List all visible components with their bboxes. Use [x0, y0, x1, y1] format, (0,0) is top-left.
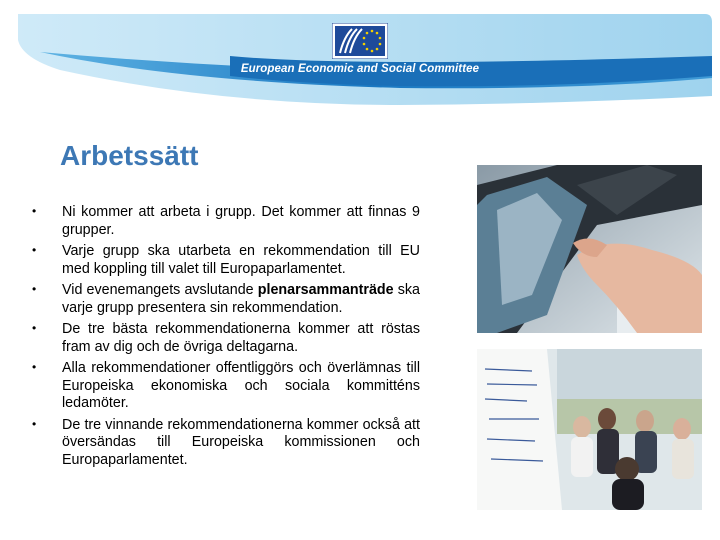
bullet-icon: • — [32, 416, 37, 431]
bullet-text: Varje grupp ska utarbeta en rekommendation till EU med koppling till valet till Europaparlamentet. — [62, 243, 420, 277]
bullet-icon: • — [32, 282, 37, 296]
bullet-item — [28, 360, 420, 413]
bullet-icon: • — [32, 321, 37, 335]
bullet-text: De tre bästa rekommendationerna kommer att röstas fram av dig och de övriga deltagarna. — [62, 321, 420, 355]
bullet-text: Alla rekommendationer offentliggörs och överlämnas till Europeiska ekonomiska och sociala kommitténs ledamöter. — [62, 360, 420, 411]
voting-touchscreen-photo — [477, 165, 702, 333]
bullet-text: Ni kommer att arbeta i grupp. Det kommer att finnas 9 grupper. — [62, 204, 420, 238]
header-banner — [0, 0, 720, 120]
bullet-text-post: ska varje grupp presentera sin rekommendation. — [62, 282, 420, 316]
bullet-item — [28, 204, 420, 239]
bullet-icon: • — [32, 204, 37, 218]
bullet-icon: • — [32, 243, 37, 257]
bullet-text: De tre vinnande rekommendationerna kommer också att översändas till Europeiska kommissionen och Europaparlamentet. — [62, 416, 420, 468]
group-discussion-photo — [477, 349, 702, 510]
banner-wave — [0, 0, 720, 120]
bullet-icon: • — [32, 360, 37, 374]
slide-title: Arbetssätt — [60, 140, 199, 171]
bullet-list — [28, 204, 420, 473]
bullet-item — [28, 243, 420, 278]
bullet-text-bold: plenarsammanträde — [257, 282, 394, 298]
bullet-text-pre: Vid evenemangets avslutande — [62, 282, 258, 298]
organization-name: European Economic and Social Committee — [240, 63, 480, 75]
eesc-logo-icon — [332, 23, 388, 59]
bullet-item — [28, 282, 420, 317]
bullet-item — [28, 417, 420, 470]
bullet-item — [28, 321, 420, 356]
